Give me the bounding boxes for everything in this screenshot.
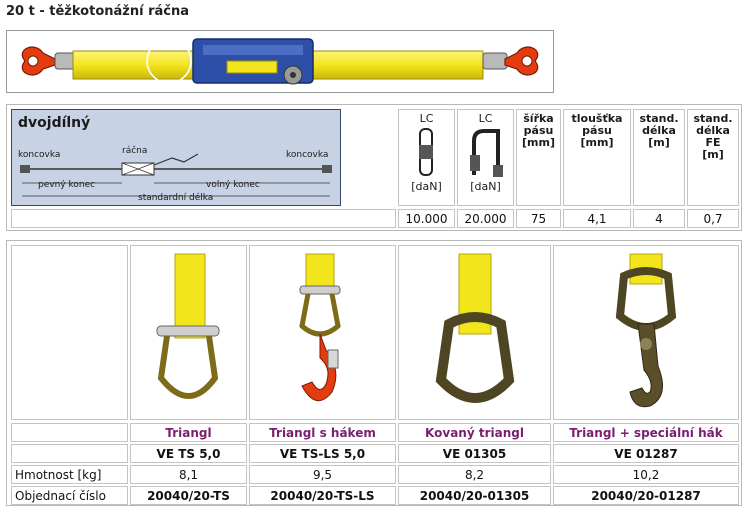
left-hook-icon <box>22 47 77 75</box>
accessories-table <box>6 240 742 506</box>
page-title: 20 t - těžkotonážní ráčna <box>6 4 189 19</box>
special-hook-icon <box>554 246 738 419</box>
item-image-triangl <box>130 245 247 420</box>
right-hook-icon <box>483 47 538 75</box>
label-code-blank <box>11 444 128 463</box>
value-lc-single: 10.000 <box>398 209 455 228</box>
value-standard-length-fe: 0,7 <box>687 209 739 228</box>
item-weight-triangl-hak: 9,5 <box>249 465 396 484</box>
item-name-triangl: Triangl <box>130 423 247 442</box>
value-lc-double: 20.000 <box>457 209 514 228</box>
header-lc-double-unit: [daN] <box>470 180 501 193</box>
item-order-triangl-hak: 20040/20-TS-LS <box>249 486 396 505</box>
label-column-blank <box>11 245 128 420</box>
item-name-specialni-hak: Triangl + speciální hák <box>553 423 739 442</box>
header-lc-double-label: LC <box>478 112 493 125</box>
right-end-fitting <box>322 165 332 173</box>
item-code-specialni-hak: VE 01287 <box>553 444 739 463</box>
item-order-kovany-triangl: 20040/20-01305 <box>398 486 551 505</box>
ratchet-icon <box>193 39 313 84</box>
value-standard-length: 4 <box>633 209 685 228</box>
strap-diagram <box>11 109 341 206</box>
diagram-heading: dvojdílný <box>18 115 91 131</box>
row-label-order-number: Objednací číslo <box>11 486 128 505</box>
header-length-line1: stand. <box>639 112 679 125</box>
item-order-triangl: 20040/20-TS <box>130 486 247 505</box>
spec-value-blank <box>11 209 396 228</box>
header-standard-length <box>633 109 685 206</box>
header-lc-single <box>398 109 455 206</box>
item-name-triangl-hak: Triangl s hákem <box>249 423 396 442</box>
item-code-kovany-triangl: VE 01305 <box>398 444 551 463</box>
item-weight-triangl: 8,1 <box>130 465 247 484</box>
header-thickness-line1: tloušťka <box>571 112 623 125</box>
label-free-end: volný konec <box>206 180 260 190</box>
label-right-end: koncovka <box>286 150 329 160</box>
item-weight-kovany-triangl: 8,2 <box>398 465 551 484</box>
header-lc-single-unit: [daN] <box>411 180 442 193</box>
item-order-specialni-hak: 20040/20-01287 <box>553 486 739 505</box>
header-length-fe-line3: FE <box>705 136 721 149</box>
forged-triangle-icon <box>399 246 550 419</box>
ratchet-strap-image <box>6 30 554 93</box>
header-thickness-line2: pásu <box>582 124 612 137</box>
value-strap-width: 75 <box>516 209 561 228</box>
header-strap-width <box>516 109 561 206</box>
header-length-line3: [m] <box>648 136 670 149</box>
header-length-fe-line2: délka <box>696 124 730 137</box>
row-label-weight: Hmotnost [kg] <box>11 465 128 484</box>
header-length-fe-line1: stand. <box>693 112 733 125</box>
header-length-fe-line4: [m] <box>702 148 724 161</box>
header-lc-single-label: LC <box>419 112 434 125</box>
label-fixed-end: pevný konec <box>38 180 96 190</box>
triangle-hook-icon <box>250 246 395 419</box>
item-image-kovany-triangl <box>398 245 551 420</box>
item-weight-specialni-hak: 10,2 <box>553 465 739 484</box>
item-image-triangl-hak <box>249 245 396 420</box>
header-thickness-line3: [mm] <box>580 136 614 149</box>
double-loop-icon <box>458 125 513 181</box>
item-name-kovany-triangl: Kovaný triangl <box>398 423 551 442</box>
header-strap-thickness <box>563 109 631 206</box>
header-length-line2: délka <box>642 124 676 137</box>
header-width-line1: šířka <box>523 112 554 125</box>
label-name-blank <box>11 423 128 442</box>
spec-table <box>6 104 742 231</box>
triangle-shackle-icon <box>131 246 246 419</box>
single-loop-icon <box>399 125 454 181</box>
header-width-line2: pásu <box>523 124 554 137</box>
label-ratchet: ráčna <box>122 146 148 156</box>
label-left-end: koncovka <box>18 150 61 160</box>
header-width-line3: [mm] <box>522 136 555 149</box>
label-standard-length: standardní délka <box>138 193 214 203</box>
item-code-triangl: VE TS 5,0 <box>130 444 247 463</box>
item-code-triangl-hak: VE TS-LS 5,0 <box>249 444 396 463</box>
left-end-fitting <box>20 165 30 173</box>
header-lc-double <box>457 109 514 206</box>
header-standard-length-fe <box>687 109 739 206</box>
value-strap-thickness: 4,1 <box>563 209 631 228</box>
item-image-specialni-hak <box>553 245 739 420</box>
